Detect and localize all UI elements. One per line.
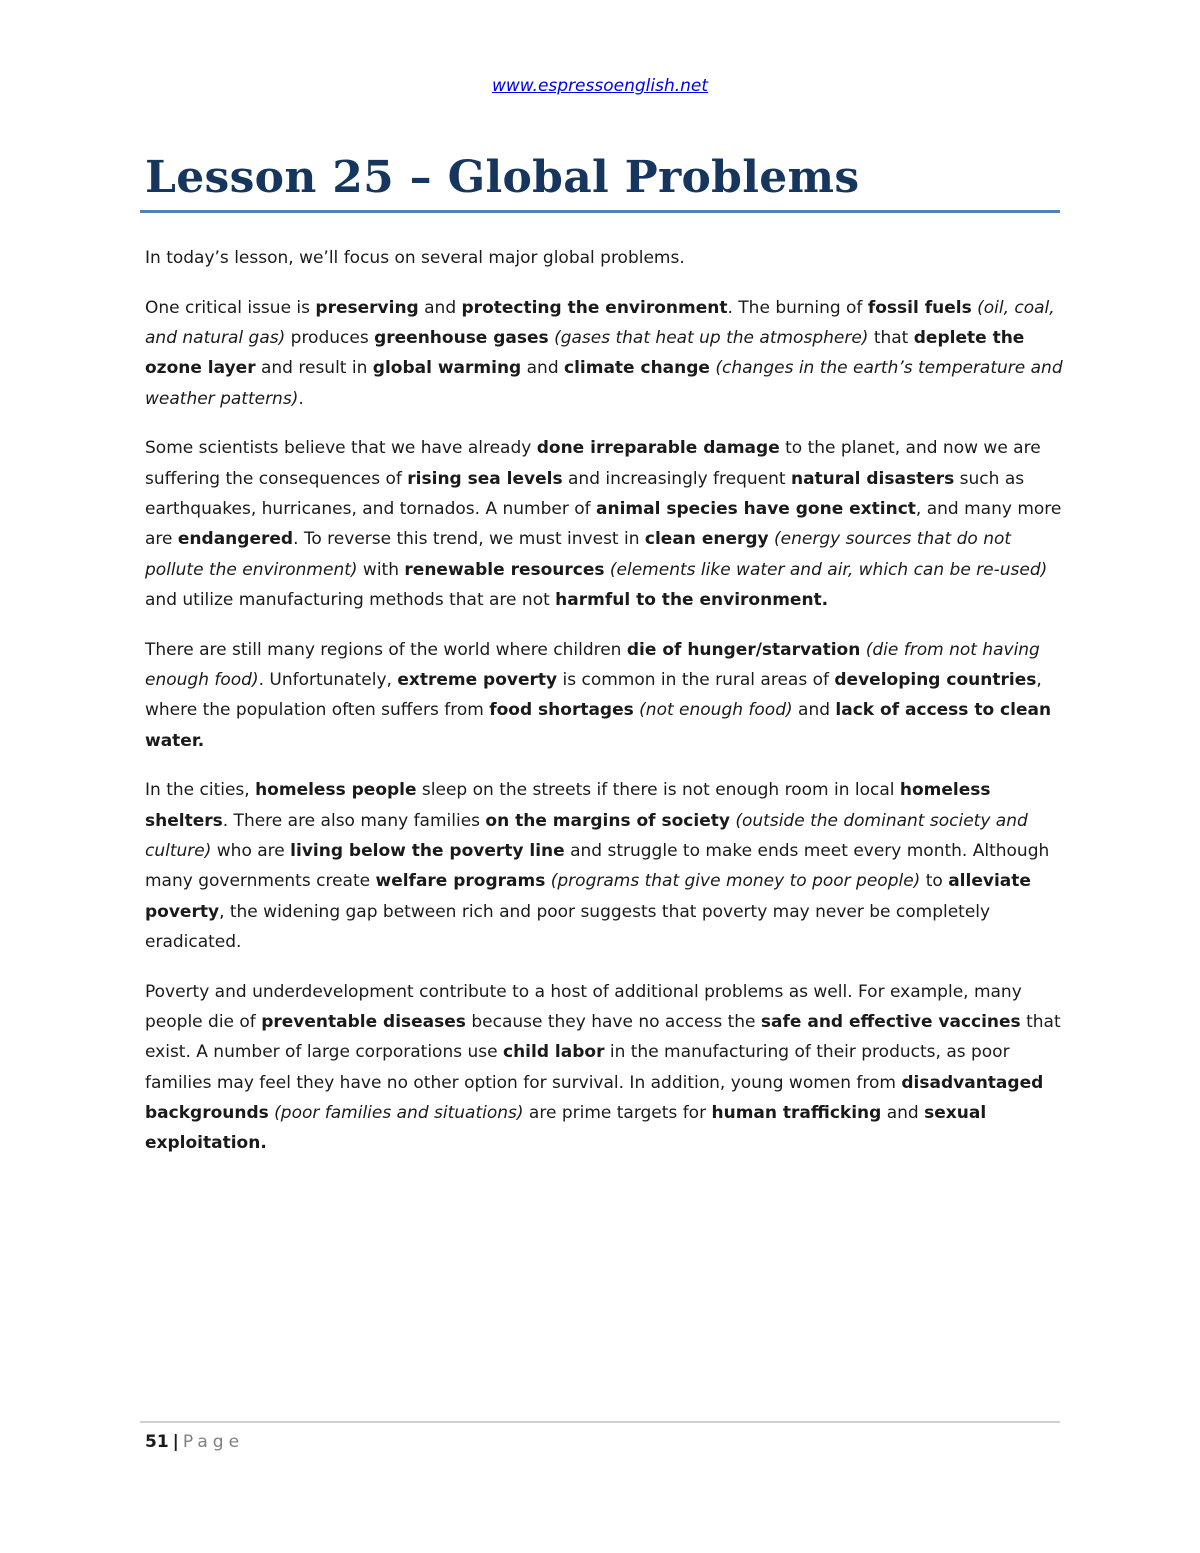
paragraph-5 [145, 775, 1063, 957]
text-run: with [357, 559, 405, 580]
text-run: , and many more are [145, 499, 1062, 550]
bold-term: on the margins of society [485, 810, 730, 831]
definition-italic: (gases that heat up the atmosphere) [554, 328, 869, 349]
bold-term: natural disasters [790, 468, 955, 489]
definition-italic: (programs that give money to poor people) [550, 871, 921, 892]
bold-term: protecting the environment [461, 297, 728, 318]
definition-italic: (energy sources that do not pollute the environment) [145, 529, 1012, 580]
definition-italic: (poor families and situations) [274, 1102, 524, 1123]
definition-italic: (die from not having enough food) [145, 639, 1040, 691]
paragraph-3 [145, 433, 1063, 615]
bold-term: food shortages [489, 700, 634, 721]
bold-term: sexual exploitation. [145, 1102, 987, 1154]
text-run: and [881, 1102, 925, 1123]
page-title: Lesson 25 – Global Problems [145, 152, 860, 203]
text-run: . Unfortunately, [258, 670, 398, 691]
text-run: in the manufacturing of their products, as poor families may feel they have no other option for survival. In addition, young women from [145, 1042, 1010, 1093]
text-run: is common in the rural areas of [557, 670, 835, 691]
bold-term: climate change [564, 358, 710, 379]
bold-term: fossil fuels [867, 297, 972, 318]
text-run: who are [211, 841, 291, 862]
text-run: There are still many regions of the world where children [145, 639, 627, 660]
paragraph-4 [145, 635, 1063, 756]
bold-term: animal species have gone extinct [596, 499, 916, 520]
paragraph-6 [145, 977, 1063, 1159]
lesson-body [145, 243, 1063, 1178]
footer-divider [140, 1421, 1060, 1423]
bold-term: global warming [372, 358, 522, 379]
bold-term: rising sea levels [407, 468, 563, 489]
text-run: and result in [255, 358, 373, 379]
bold-term: die of hunger/starvation [626, 639, 861, 660]
text-run: and struggle to make ends meet every month. Although many governments create [145, 841, 1050, 892]
text-run: One critical issue is [145, 297, 316, 318]
paragraph-1 [145, 243, 1063, 273]
footer-separator: | [172, 1432, 179, 1452]
text-run: and [521, 358, 565, 379]
bold-term: done irreparable damage [536, 438, 780, 459]
text-run: that exist. A number of large corporations use [145, 1012, 1061, 1063]
bold-term: preventable diseases [261, 1012, 466, 1033]
definition-italic: (oil, coal, and natural gas) [145, 297, 1055, 349]
page-number: 51 [145, 1432, 169, 1452]
bold-term: homeless people [255, 780, 417, 801]
text-run: are prime targets for [523, 1102, 712, 1123]
page-label: Page [182, 1432, 245, 1452]
text-run: . To reverse this trend, we must invest in [293, 529, 645, 550]
bold-term: endangered [177, 529, 294, 550]
text-run: and utilize manufacturing methods that are not [145, 589, 556, 610]
bold-term: renewable resources [404, 559, 605, 580]
bold-term: alleviate poverty [145, 871, 1031, 922]
definition-italic: (not enough food) [639, 700, 793, 721]
text-run: because they have no access the [465, 1012, 761, 1033]
bold-term: safe and effective vaccines [760, 1012, 1021, 1033]
text-run: Some scientists believe that we have already [145, 438, 537, 459]
text-run: and [792, 700, 836, 721]
bold-term: extreme poverty [397, 670, 558, 691]
text-run: , the widening gap between rich and poor suggests that poverty may never be completely eradicated. [145, 901, 991, 952]
text-run: Poverty and underdevelopment contribute to a host of additional problems as well. For example, many people die of [145, 981, 1022, 1033]
bold-term: welfare programs [375, 871, 546, 892]
bold-term: preserving [315, 297, 419, 318]
bold-term: deplete the ozone layer [145, 328, 1025, 379]
text-run: and [418, 297, 462, 318]
bold-term: living below the poverty line [290, 841, 565, 862]
bold-term: homeless shelters [145, 780, 991, 831]
paragraph-2 [145, 293, 1063, 414]
text-run: sleep on the streets if there is not enough room in local [416, 780, 900, 801]
definition-italic: (changes in the earth’s temperature and weather patterns) [145, 358, 1063, 409]
text-run: In the cities, [145, 780, 256, 801]
definition-italic: (elements like water and air, which can be re-used) [609, 559, 1048, 580]
page-footer [145, 1430, 244, 1454]
bold-term: human trafficking [711, 1102, 882, 1123]
text-run: . The burning of [727, 297, 868, 318]
bold-term: developing countries [834, 670, 1037, 691]
bold-term: harmful to the environment. [555, 589, 829, 610]
text-run: . [298, 388, 304, 409]
title-underline-divider [140, 210, 1060, 213]
text-run: . There are also many families [222, 810, 486, 831]
header-url-link[interactable]: www.espressoenglish.net [491, 76, 709, 96]
bold-term: lack of access to clean water. [145, 700, 1052, 751]
text-run: such as earthquakes, hurricanes, and tornados. A number of [145, 468, 1025, 520]
text-run: to [920, 871, 949, 892]
bold-term: clean energy [644, 529, 769, 550]
text-run: to the planet, and now we are suffering the consequences of [145, 438, 1041, 489]
definition-italic: (outside the dominant society and culture) [145, 810, 1028, 862]
text-run: and increasingly frequent [562, 468, 791, 489]
text-run: that [868, 328, 914, 349]
bold-term: child labor [503, 1042, 605, 1063]
text-run: produces [285, 328, 375, 349]
bold-term: disadvantaged backgrounds [145, 1072, 1044, 1123]
bold-term: greenhouse gases [374, 328, 549, 349]
text-run: In today’s lesson, we’ll focus on several major global problems. [145, 248, 685, 268]
text-run: , where the population often suffers from [145, 670, 1042, 721]
